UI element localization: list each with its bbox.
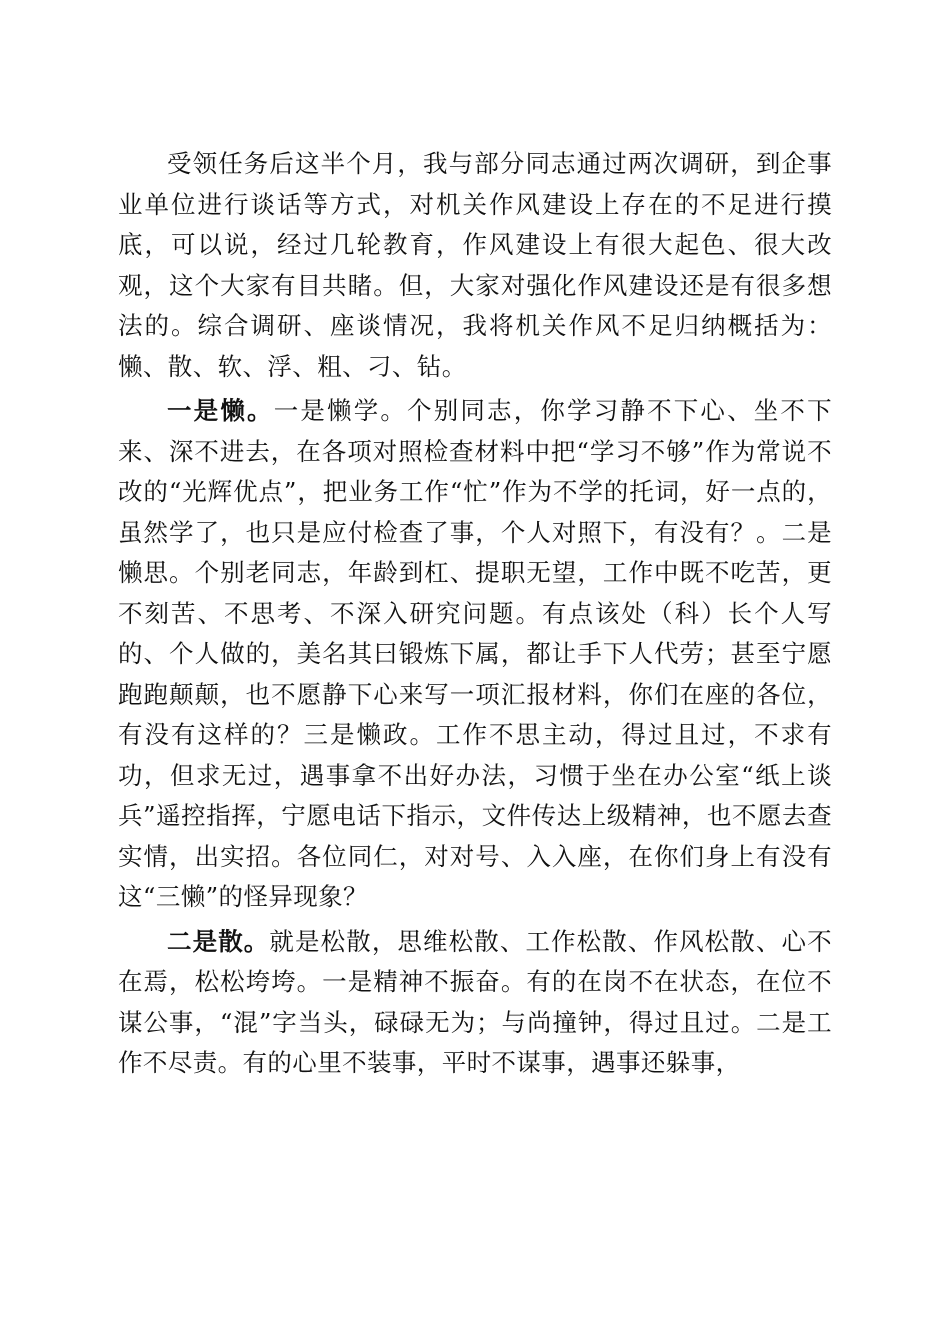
- paragraph-intro: [118, 144, 832, 387]
- document-body: [118, 144, 832, 1084]
- paragraph-intro-text: 受领任务后这半个月，我与部分同志通过两次调研，到企事业单位进行谈话等方式，对机关作风建设上存在的不足进行摸底，可以说，经过几轮教育，作风建设上有很大起色、很大改观，这个大家有目共睹。但，大家对强化作风建设还是有很多想法的。综合调研、座谈情况，我将机关作风不足归纳概括为：懒、散、软、浮、粗、刁、钻。: [118, 149, 832, 381]
- paragraph-loose-lead: 二是散。: [167, 926, 270, 956]
- paragraph-loose: [118, 922, 832, 1084]
- paragraph-lazy: [118, 391, 832, 918]
- paragraph-lazy-lead: 一是懒。: [167, 396, 274, 425]
- paragraph-lazy-text: 一是懒学。个别同志，你学习静不下心、坐不下来、深不进去，在各项对照检查材料中把“学习不够”作为常说不改的“光辉优点”，把业务工作“忙”作为不学的托词，好一点的，虽然学了，也只是应付检查了事，个人对照下，有没有？。二是懒思。个别老同志，年龄到杠、提职无望，工作中既不吃苦，更不刻苦、不思考、不深入研究问题。有点该处（科）长个人写的、个人做的，美名其曰锻炼下属，都让手下人代劳；甚至宁愿跑跑颠颠，也不愿静下心来写一项汇报材料，你们在座的各位，有没有这样的？三是懒政。工作不思主动，得过且过，不求有功，但求无过，遇事拿不出好办法，习惯于坐在办公室“纸上谈兵”遥控指挥，宁愿电话下指示，文件传达上级精神，也不愿去查实情，出实招。各位同仁，对对号、入入座，在你们身上有没有这“三懒”的怪异现象？: [118, 396, 832, 911]
- paragraph-loose-text: 就是松散，思维松散、工作松散、作风松散、心不在焉，松松垮垮。一是精神不振奋。有的在岗不在状态，在位不谋公事，“混”字当头，碌碌无为；与尚撞钟，得过且过。二是工作不尽责。有的心里不装事，平时不谋事，遇事还躲事，: [118, 926, 832, 1077]
